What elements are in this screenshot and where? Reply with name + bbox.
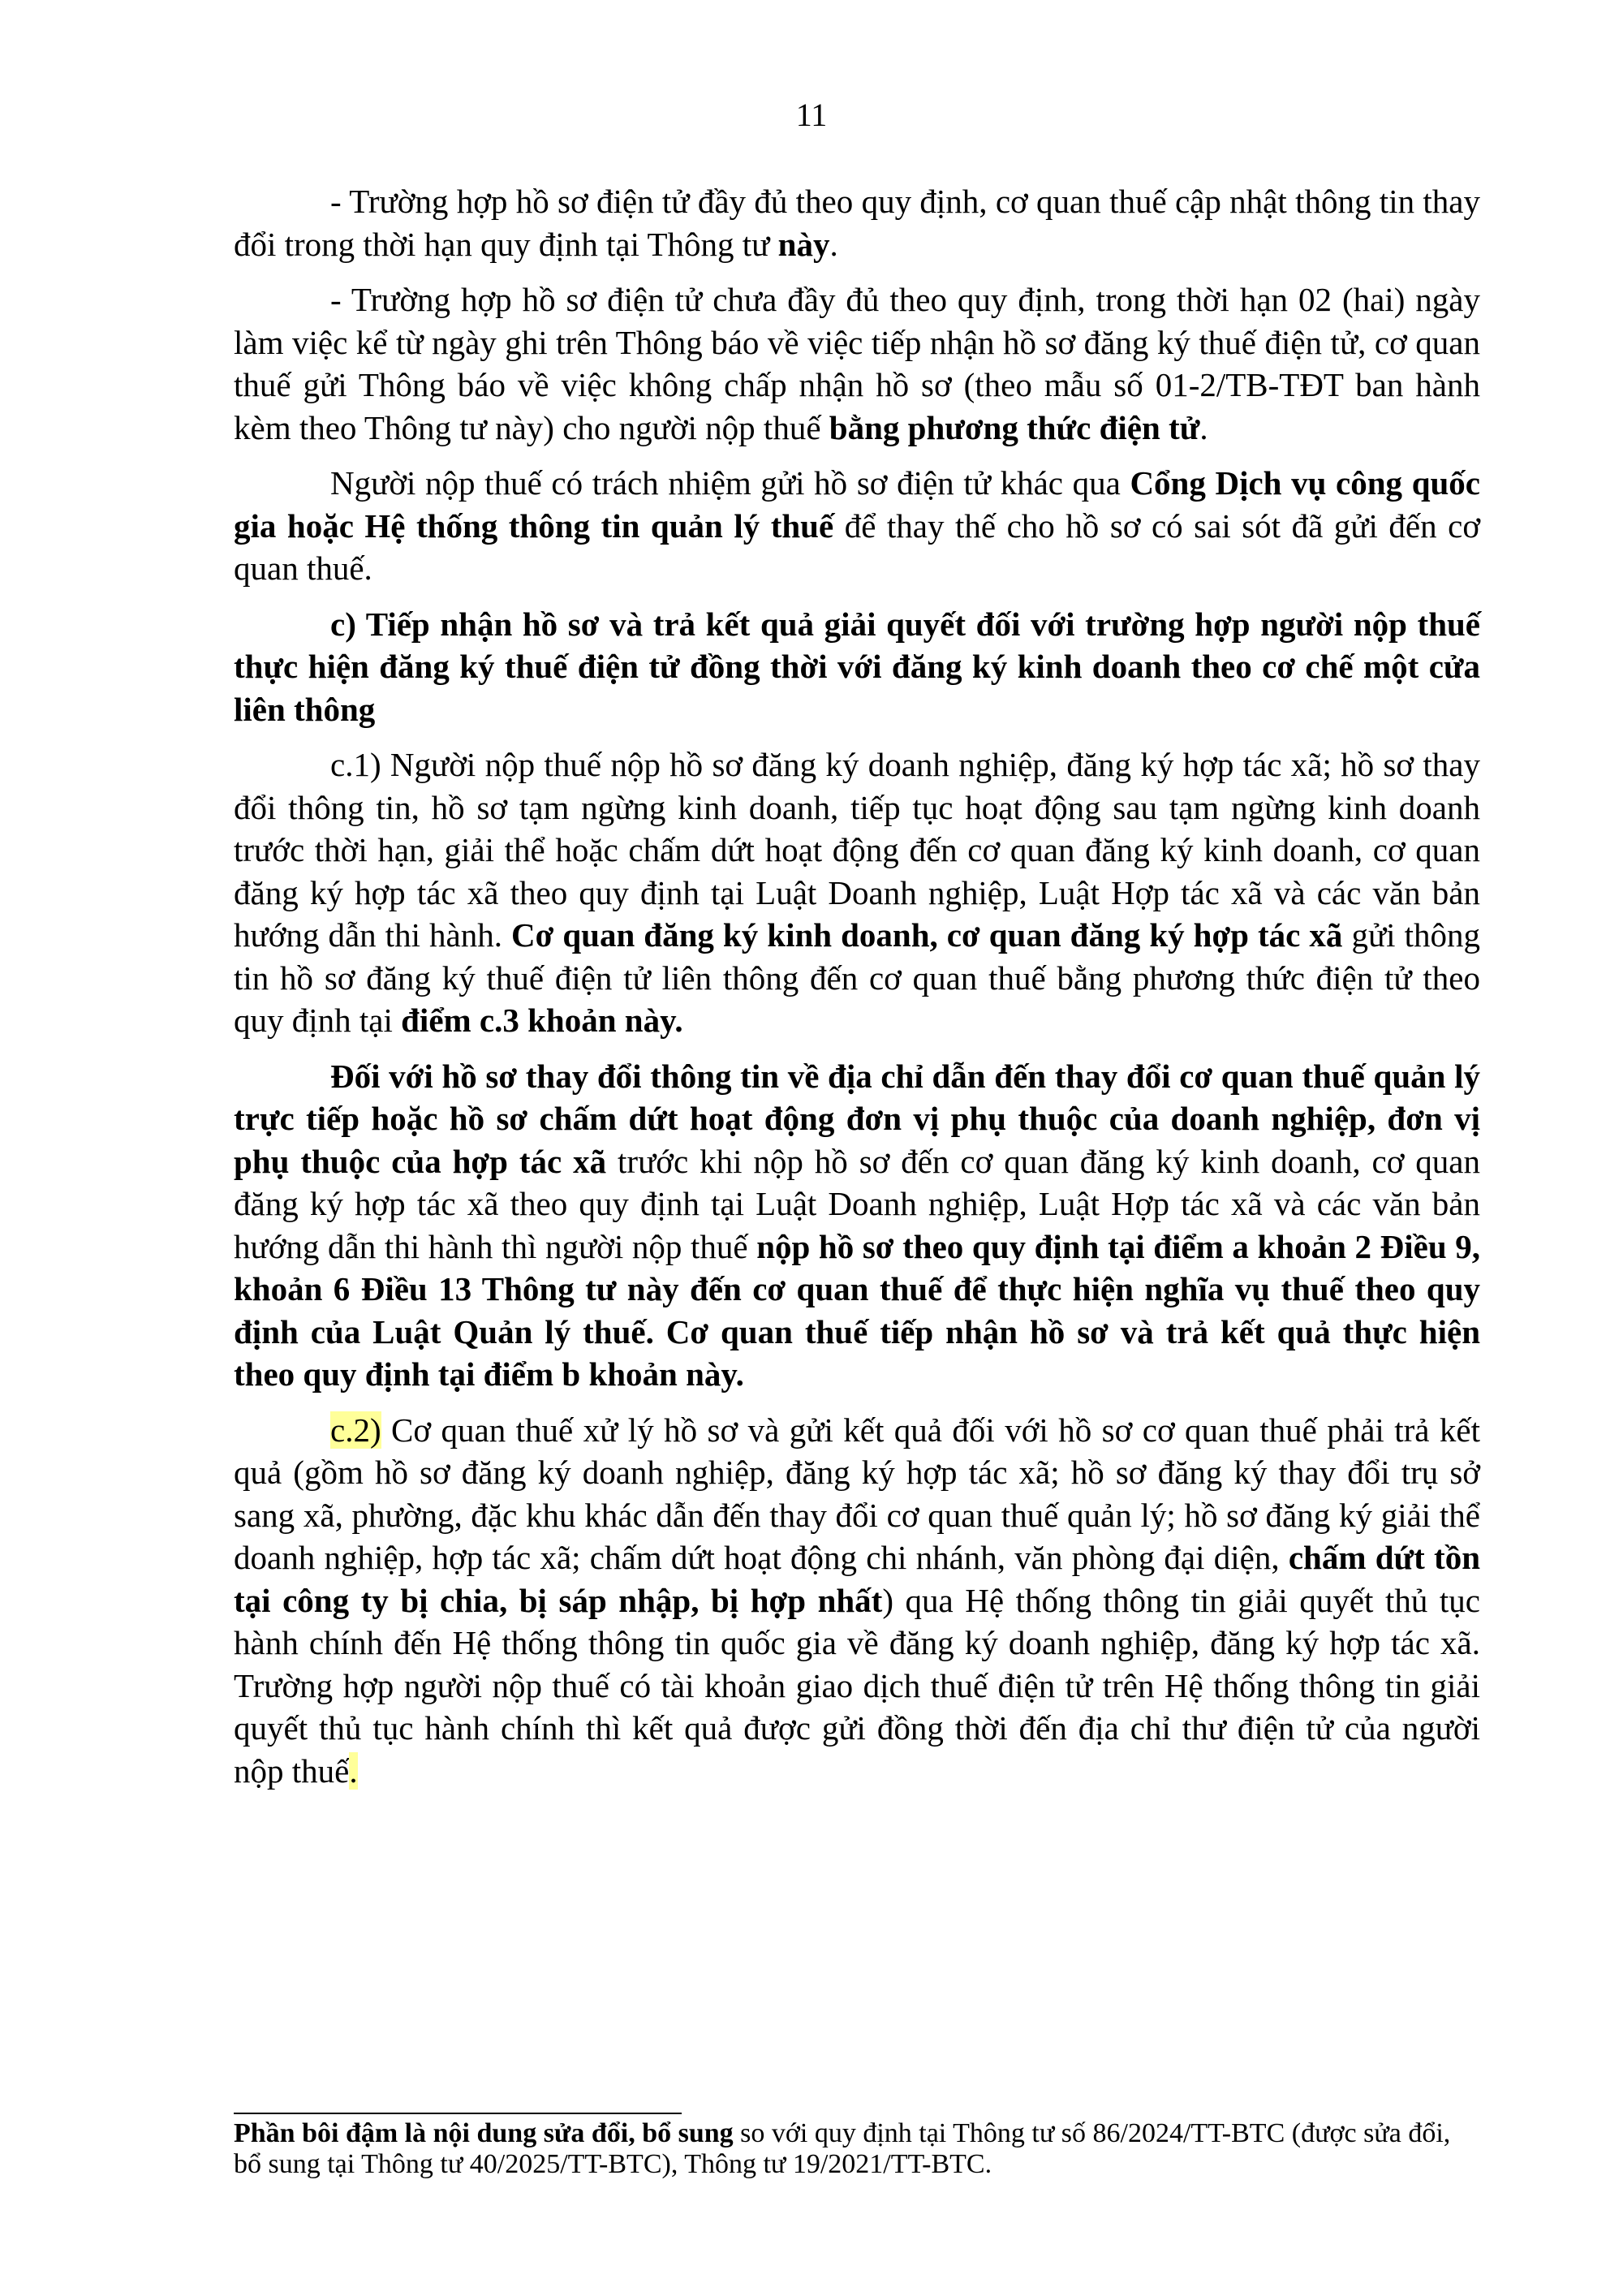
text-run: ) qua Hệ thống thông tin giải quyết thủ tục hành chính đến Hệ thống thông tin quốc gia về đăng ký doanh nghiệp, đăng ký hợp tác xã. Trường hợp người nộp thuế có tài khoản giao dịch thuế điện tử trên Hệ thống thông tin giải quyết thủ tục hành chính thì kết quả được gửi đồng thời đến địa chỉ thư điện tử của người nộp thuế (234, 1581, 1480, 1790)
text-run: gửi thông tin hồ sơ đăng ký thuế điện tử liên thông đến cơ quan thuế bằng phương thức điện tử theo quy định tại (234, 916, 1480, 1039)
text-run: Người nộp thuế có trách nhiệm gửi hồ sơ điện tử khác qua (330, 464, 1130, 502)
bold-run: điểm c.3 khoản này. (401, 1002, 683, 1039)
paragraph-c2 (234, 1409, 1480, 1793)
page-number: 11 (795, 97, 828, 133)
bold-run: c) Tiếp nhận hồ sơ và trả kết quả giải quyết đối với trường hợp người nộp thuế thực hiện đăng ký thuế điện tử đồng thời với đăng ký kinh doanh theo cơ chế một cửa liên thông (234, 605, 1480, 728)
text-run: Cơ quan thuế xử lý hồ sơ và gửi kết quả đối với hồ sơ cơ quan thuế phải trả kết quả (gồm hồ sơ đăng ký doanh nghiệp, đăng ký hợp tác xã; hồ sơ đăng ký thay đổi trụ sở sang xã, phường, đặc khu khác dẫn đến thay đổi cơ quan thuế quản lý; hồ sơ đăng ký giải thể doanh nghiệp, hợp tác xã; chấm dứt hoạt động chi nhánh, văn phòng đại diện, (234, 1411, 1480, 1576)
bold-run: bằng phương thức điện tử (829, 408, 1200, 446)
highlighted-run: . (349, 1751, 358, 1790)
highlighted-run: c.2) (330, 1411, 381, 1449)
text-run: - Trường hợp hồ sơ điện tử chưa đầy đủ theo quy định, trong thời hạn 02 (hai) ngày làm việc kể từ ngày ghi trên Thông báo về việc tiếp nhận hồ sơ đăng ký thuế điện tử, cơ quan thuế gửi Thông báo về việc không chấp nhận hồ sơ (theo mẫu số 01-2/TB-TĐT ban hành kèm theo Thông tư này) cho người nộp thuế (234, 281, 1480, 446)
section-heading-c (234, 603, 1480, 731)
text-run: . (1199, 408, 1208, 446)
paragraph-incomplete-dossier (234, 278, 1480, 449)
text-run: trước khi nộp hồ sơ đến cơ quan đăng ký kinh doanh, cơ quan đăng ký hợp tác xã theo quy định tại Luật Doanh nghiệp, Luật Hợp tác xã và các văn bản hướng dẫn thi hành thì người nộp thuế (234, 1142, 1480, 1265)
paragraph-address-change (234, 1055, 1480, 1396)
text-run: - Trường hợp hồ sơ điện tử đầy đủ theo quy định, cơ quan thuế cập nhật thông tin thay đổi trong thời hạn quy định tại Thông tư (234, 183, 1480, 263)
bold-run: Phần bôi đậm là nội dung sửa đổi, bổ sung (234, 2118, 734, 2148)
bold-run: Cơ quan đăng ký kinh doanh, cơ quan đăng ký hợp tác xã (510, 916, 1343, 954)
text-run: c.1) Người nộp thuế nộp hồ sơ đăng ký doanh nghiệp, đăng ký hợp tác xã; hồ sơ thay đổi thông tin, hồ sơ tạm ngừng kinh doanh, tiếp tục hoạt động sau tạm ngừng kinh doanh trước thời hạn, giải thể hoặc chấm dứt hoạt động đến cơ quan đăng ký kinh doanh, cơ quan đăng ký hợp tác xã theo quy định tại Luật Doanh nghiệp, Luật Hợp tác xã và các văn bản hướng dẫn thi hành. (234, 746, 1480, 954)
footnote (234, 2118, 1480, 2180)
bold-run: Cổng Dịch vụ công quốc gia hoặc Hệ thống thông tin quản lý thuế (234, 464, 1481, 545)
bold-run: nộp hồ sơ theo quy định tại điểm a khoản 2 Điều 9, khoản 6 Điều 13 Thông tư này đến cơ quan thuế để thực hiện nghĩa vụ thuế theo quy định của Luật Quản lý thuế. Cơ quan thuế tiếp nhận hồ sơ và trả kết quả thực hiện theo quy định tại điểm b khoản này. (234, 1227, 1480, 1393)
text-run: . (829, 225, 838, 263)
paragraph-resubmit (234, 462, 1480, 590)
paragraph-c1 (234, 743, 1480, 1042)
text-run: so với quy định tại Thông tư số 86/2024/TT-BTC (được sửa đổi, bổ sung tại Thông tư 40/2025/TT-BTC), Thông tư 19/2021/TT-BTC. (234, 2118, 1451, 2179)
document-body (234, 180, 1480, 1805)
paragraph-complete-dossier (234, 180, 1480, 265)
bold-run: Đối với hồ sơ thay đổi thông tin về địa chỉ dẫn đến thay đổi cơ quan thuế quản lý trực tiếp hoặc hồ sơ chấm dứt hoạt động đơn vị phụ thuộc của doanh nghiệp, đơn vị phụ thuộc của hợp tác xã (234, 1057, 1480, 1180)
bold-run: chấm dứt tồn tại công ty bị chia, bị sáp nhập, bị hợp nhất (234, 1539, 1480, 1619)
footnote-separator (234, 2113, 682, 2114)
text-run: để thay thế cho hồ sơ có sai sót đã gửi đến cơ quan thuế. (234, 506, 1480, 587)
bold-run: này (777, 225, 830, 263)
